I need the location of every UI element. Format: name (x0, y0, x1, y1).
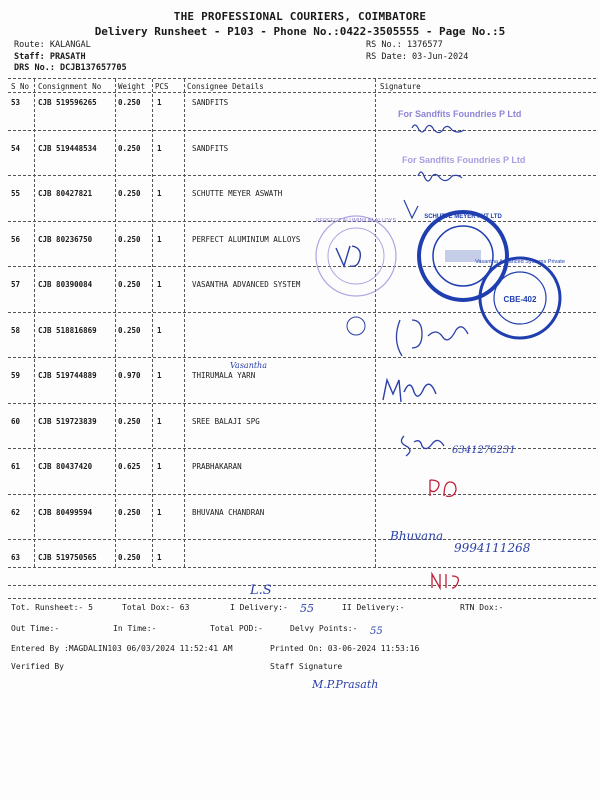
row-consignment-no: CJB 80236750 (38, 235, 93, 244)
row63-initials: L.S (250, 583, 272, 598)
row-weight: 0.250 (118, 326, 141, 335)
row-consignee: SCHUTTE MEYER ASWATH (192, 189, 283, 198)
row-pcs: 1 (157, 326, 162, 335)
row-consignment-no: CJB 80499594 (38, 508, 93, 517)
out-time: Out Time:- (11, 624, 60, 633)
drs-label: DRS No.: DCJB137657705 (14, 63, 127, 73)
vasantha-stamp-code: CBE-402 (503, 295, 537, 304)
runsheet-subtitle: Delivery Runsheet - P103 - Phone No.:0422-3505555 - Page No.:5 (94, 25, 506, 38)
row-consignee: PRABHAKARAN (192, 462, 242, 471)
col-header-pcs: PCS (155, 82, 169, 91)
signature-row53 (412, 125, 464, 133)
row-sno: 54 (11, 144, 21, 153)
row-pcs: 1 (157, 553, 162, 562)
total-pod: Total POD:- (210, 624, 263, 633)
row-weight: 0.250 (118, 280, 141, 289)
rs-date-label: RS Date: 03-Jun-2024 (366, 52, 469, 62)
verified-by: Verified By (11, 662, 64, 671)
row-sno: 58 (11, 326, 21, 335)
row-sno: 61 (11, 462, 21, 471)
row-weight: 0.250 (118, 144, 141, 153)
row-weight: 0.250 (118, 508, 141, 517)
row-sno: 53 (11, 98, 21, 107)
row-pcs: 1 (157, 235, 162, 244)
row-consignment-no: CJB 519723839 (38, 417, 97, 426)
row-consignee: SANDFITS (192, 98, 229, 107)
row-pcs: 1 (157, 371, 162, 380)
staff-sig-handwritten: M.P.Prasath (312, 678, 379, 691)
row-weight: 0.970 (118, 371, 141, 380)
row-sno: 63 (11, 553, 21, 562)
signature-row60 (401, 436, 444, 456)
row-weight: 0.250 (118, 189, 141, 198)
delvy-points-value: 55 (370, 626, 383, 637)
row-pcs: 1 (157, 417, 162, 426)
row-consignment-no: CJB 80390084 (38, 280, 93, 289)
row-consignment-no: CJB 519744889 (38, 371, 97, 380)
row-consignment-no: CJB 80427821 (38, 189, 93, 198)
col-header-sno: S No (11, 82, 30, 91)
col-header-consignment: Consignment No (38, 82, 102, 91)
ii-delivery: II Delivery:- (342, 603, 405, 612)
staff-label: Staff: PRASATH (14, 52, 86, 62)
delvy-points: Delvy Points:- (290, 624, 358, 633)
row-pcs: 1 (157, 280, 162, 289)
row-pcs: 1 (157, 462, 162, 471)
row-pcs: 1 (157, 508, 162, 517)
row-weight: 0.250 (118, 235, 141, 244)
entered-by: Entered By :MAGDALIN103 06/03/2024 11:52:41 AM (11, 644, 233, 653)
initials-circle (347, 317, 365, 335)
sandfits-stamp-1: For Sandfits Foundries P Ltd (398, 109, 522, 119)
col-header-weight: Weight (118, 82, 146, 91)
row59-note: Vasantha (230, 361, 267, 370)
signature-row63 (432, 574, 458, 588)
signature-row58 (396, 320, 468, 356)
col-header-consignee: Consignee Details (187, 82, 264, 91)
sandfits-stamp-2: For Sandfits Foundries P Ltd (402, 155, 526, 165)
tot-runsheet: Tot. Runsheet:- 5 (11, 603, 93, 612)
row-sno: 62 (11, 508, 21, 517)
col-header-signature: Signature (380, 82, 421, 91)
row-sno: 55 (11, 189, 21, 198)
row-consignment-no: CJB 519596265 (38, 98, 97, 107)
route-label: Route: KALANGAL (14, 40, 91, 50)
staff-signature-label: Staff Signature (270, 662, 343, 671)
row-consignee: SREE BALAJI SPG (192, 417, 260, 426)
row-consignee: BHUVANA CHANDRAN (192, 508, 265, 517)
row-weight: 0.250 (118, 417, 141, 426)
row-sno: 57 (11, 280, 21, 289)
row-weight: 0.250 (118, 98, 141, 107)
signature-row59 (383, 380, 436, 402)
row-pcs: 1 (157, 189, 162, 198)
row-consignee: SANDFITS (192, 144, 229, 153)
row-weight: 0.250 (118, 553, 141, 562)
row-sno: 59 (11, 371, 21, 380)
row-consignment-no: CJB 80437420 (38, 462, 93, 471)
row-weight: 0.625 (118, 462, 141, 471)
row60-phone: 6341276231 (452, 445, 516, 456)
signature-row54 (418, 172, 462, 181)
row62-phone: 9994111268 (454, 541, 531, 555)
row-consignment-no: CJB 518816869 (38, 326, 97, 335)
signature-row56 (336, 246, 360, 266)
row-consignment-no: CJB 519448534 (38, 144, 97, 153)
i-delivery-value: 55 (300, 602, 314, 615)
row-pcs: 1 (157, 144, 162, 153)
i-delivery: I Delivery:- (230, 603, 288, 612)
vasantha-stamp-text: Vasantha Advanced Systems Private (475, 259, 565, 265)
signature-row61 (430, 480, 456, 496)
in-time: In Time:- (113, 624, 157, 633)
arrow-mark (404, 200, 418, 218)
row-consignee: PERFECT ALUMINIUM ALLOYS (192, 235, 301, 244)
company-title: THE PROFESSIONAL COURIERS, COIMBATORE (173, 10, 427, 23)
row62-name: Bhuvana (390, 529, 444, 543)
row-consignment-no: CJB 519750565 (38, 553, 97, 562)
row-sno: 60 (11, 417, 21, 426)
total-dox: Total Dox:- 63 (122, 603, 190, 612)
perfect-stamp-text: PERFECT ALUMINIUM ALLOYS (315, 218, 397, 224)
rtn-dox: RTN Dox:- (460, 603, 504, 612)
printed-on: Printed On: 03-06-2024 11:53:16 (270, 644, 420, 653)
row-consignee: VASANTHA ADVANCED SYSTEM (192, 280, 301, 289)
schutte-stamp-text: SCHUTTE MEYER PVT LTD (424, 214, 502, 220)
rs-no-label: RS No.: 1376577 (366, 40, 443, 50)
row-pcs: 1 (157, 98, 162, 107)
row-consignee: THIRUMALA YARN (192, 371, 256, 380)
perfect-stamp-inner (328, 228, 384, 284)
row-sno: 56 (11, 235, 21, 244)
